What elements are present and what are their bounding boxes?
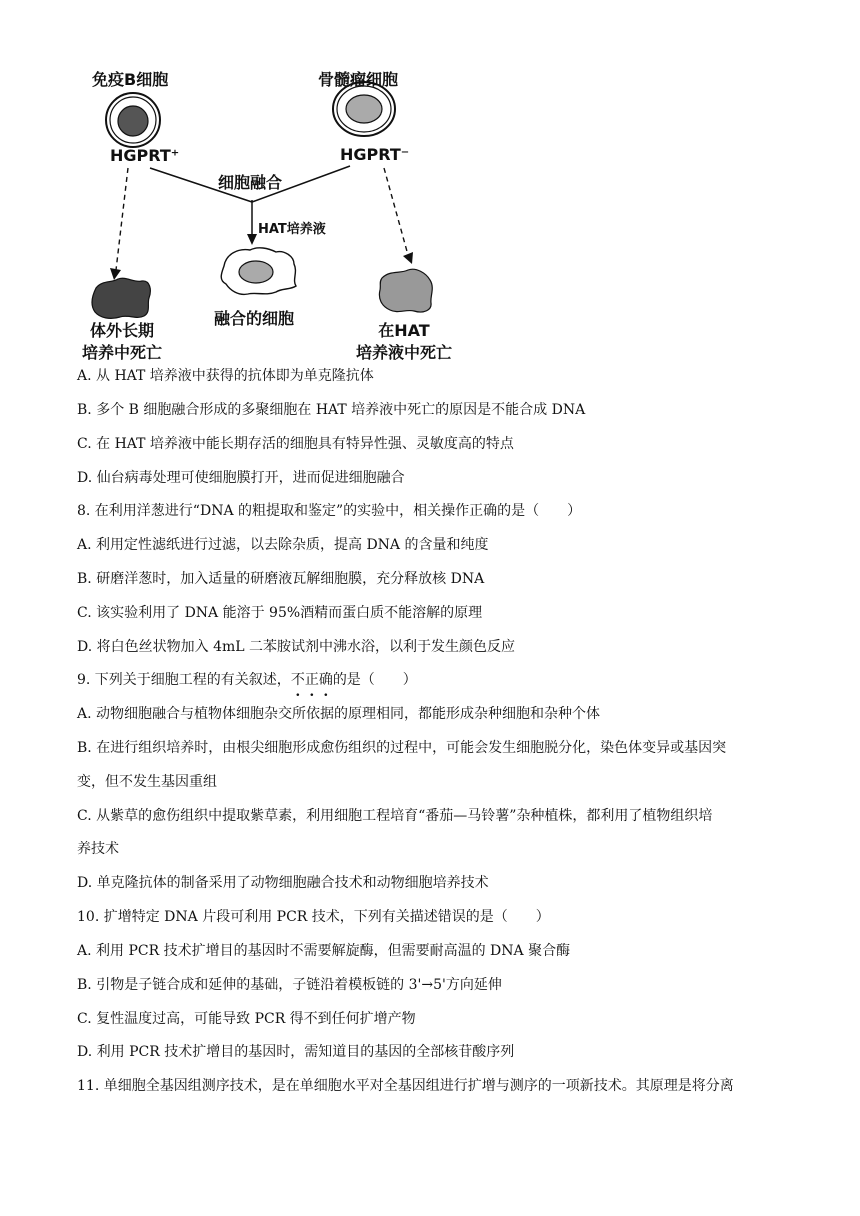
fused-cell-label: 融合的细胞 [214,309,295,328]
q11-stem: 11. 单细胞全基因组测序技术，是在单细胞水平对全基因组进行扩增与测序的一项新技术。其原理是将分离 [77,1078,734,1094]
q9-option-b-cont: 变，但不发生基因重组 [77,774,217,790]
dead-cell-left-icon [92,278,150,318]
q8-stem: 8. 在利用洋葱进行“DNA 的粗提取和鉴定”的实验中，相关操作正确的是（ ） [77,503,582,519]
dead-cell-right-icon [379,269,432,312]
b-cell-icon [106,93,160,147]
q9-emph-char: 不 [290,672,305,688]
myeloma-cell-icon [333,82,395,136]
q7-option-d: D. 仙台病毒处理可使细胞膜打开，进而促进细胞融合 [77,470,405,486]
hgprt-plus-label: HGPRT⁺ [110,146,180,165]
q10-option-b: B. 引物是子链合成和延伸的基础，子链沿着模板链的 3'→5'方向延伸 [77,977,502,993]
q9-option-b: B. 在进行组织培养时，由根尖细胞形成愈伤组织的过程中，可能会发生细胞脱分化，染色体变异或基因突 [77,740,727,756]
left-fate-line1: 体外长期 [89,321,155,340]
q9-option-c: C. 从紫草的愈伤组织中提取紫草素，利用细胞工程培育“番茄—马铃薯”杂种植株，都利用了植物组织培 [77,808,713,824]
fusion-label: 细胞融合 [218,173,283,192]
q8-option-d: D. 将白色丝状物加入 4mL 二苯胺试剂中沸水浴，以利于发生颜色反应 [77,639,516,655]
q8-option-c: C. 该实验利用了 DNA 能溶于 95%酒精而蛋白质不能溶解的原理 [77,605,483,621]
q10-option-d: D. 利用 PCR 技术扩增目的基因时，需知道目的基因的全部核苷酸序列 [77,1044,515,1060]
q9-stem-prefix: 9. 下列关于细胞工程的有关叙述， [77,672,291,688]
hybridoma-diagram [0,0,860,370]
q10-option-a: A. 利用 PCR 技术扩增目的基因时不需要解旋酶，但需要耐高温的 DNA 聚合酶 [77,943,571,959]
q10-stem: 10. 扩增特定 DNA 片段可利用 PCR 技术，下列有关描述错误的是（ ） [77,909,550,925]
b-cell-title: 免疫B细胞 [92,70,169,89]
q9-stem-suffix: 的是（ ） [332,672,417,688]
hat-medium-label: HAT培养液 [258,222,326,237]
q9-option-a: A. 动物细胞融合与植物体细胞杂交所依据的原理相同，都能形成杂种细胞和杂种个体 [77,706,601,722]
dashed-arrow-right [384,168,413,264]
q9-emph-char: 正 [304,672,319,688]
hgprt-minus-label: HGPRT⁻ [340,145,410,164]
q8-option-a: A. 利用定性滤纸进行过滤，以去除杂质，提高 DNA 的含量和纯度 [77,537,489,553]
left-fate-line2: 培养中死亡 [81,343,163,362]
myeloma-cell-title: 骨髓瘤细胞 [318,70,399,89]
q9-option-c-cont: 养技术 [77,841,119,857]
q9-stem [77,670,417,690]
q7-option-a: A. 从 HAT 培养液中获得的抗体即为单克隆抗体 [77,368,374,384]
q9-option-d: D. 单克隆抗体的制备采用了动物细胞融合技术和动物细胞培养技术 [77,875,489,891]
right-fate-line2: 培养液中死亡 [355,343,453,362]
q7-option-b: B. 多个 B 细胞融合形成的多聚细胞在 HAT 培养液中死亡的原因是不能合成 DNA [77,402,586,418]
q7-option-c: C. 在 HAT 培养液中能长期存活的细胞具有特异性强、灵敏度高的特点 [77,436,514,452]
fused-cell-icon [221,248,296,295]
q10-option-c: C. 复性温度过高，可能导致 PCR 得不到任何扩增产物 [77,1011,416,1027]
right-fate-line1: 在HAT [378,321,430,340]
q8-option-b: B. 研磨洋葱时，加入适量的研磨液瓦解细胞膜，充分释放核 DNA [77,571,485,587]
q9-emph-char: 确 [318,672,333,688]
dashed-arrow-left [110,168,128,280]
